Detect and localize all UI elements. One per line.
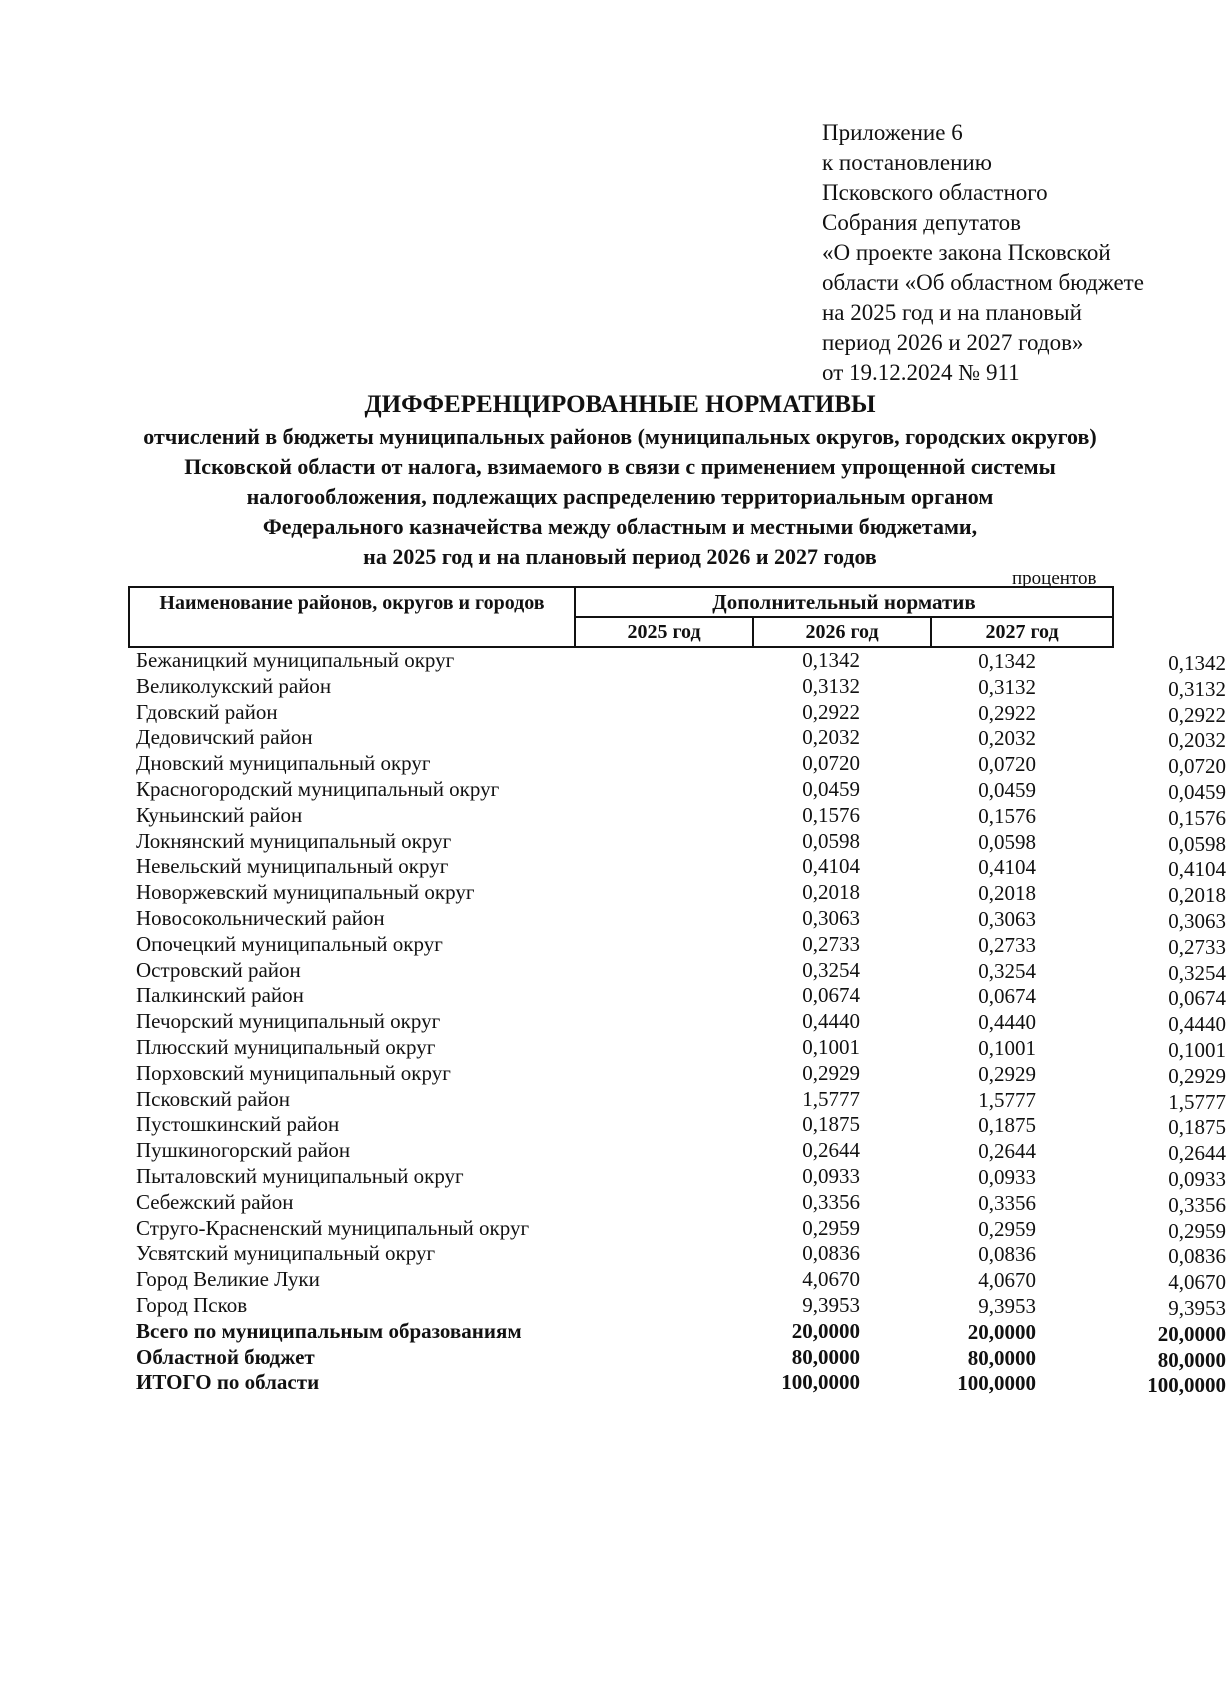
row-name: Куньинский район [136, 802, 303, 827]
row-name: ИТОГО по области [136, 1370, 320, 1395]
row-name: Областной бюджет [136, 1344, 315, 1369]
value-2026: 80,0000 [967, 1345, 1036, 1370]
value-2027: 0,2929 [1168, 1063, 1226, 1088]
value-2027: 0,4104 [1168, 857, 1226, 882]
title-line: Псковской области от налога, взимаемого в связи с применением упрощенной системы [184, 454, 1056, 479]
appendix-line: Псковского областного [822, 180, 1048, 205]
value-2025: 0,4104 [802, 854, 860, 879]
table-row [128, 1215, 1226, 1243]
value-2026: 1,5777 [978, 1087, 1036, 1112]
header-year-2027: 2027 год [985, 621, 1059, 643]
table-row [128, 1163, 1226, 1191]
appendix-line: от 19.12.2024 № 911 [822, 360, 1020, 385]
table-row [128, 648, 1226, 675]
value-2026: 0,3356 [978, 1190, 1036, 1215]
document-title [60, 388, 1180, 572]
appendix-line: на 2025 год и на плановый [822, 300, 1082, 325]
table-row [128, 1034, 1226, 1062]
total-row [128, 1318, 1226, 1346]
value-2025: 0,0933 [802, 1163, 860, 1188]
appendix-line: Собрания депутатов [822, 210, 1021, 235]
value-2026: 0,0836 [978, 1242, 1036, 1267]
table-row [128, 1138, 1226, 1166]
value-2027: 0,1875 [1168, 1115, 1226, 1140]
value-2026: 0,4440 [978, 1010, 1036, 1035]
value-2027: 0,3254 [1168, 960, 1226, 985]
value-2026: 0,3254 [978, 958, 1036, 983]
value-2025: 0,2018 [802, 880, 860, 905]
value-2025: 0,0598 [802, 828, 860, 853]
row-name: Пустошкинский район [136, 1112, 340, 1137]
value-2027: 4,0670 [1168, 1270, 1226, 1295]
value-2027: 0,0933 [1168, 1166, 1226, 1191]
header-year-2025: 2025 год [576, 618, 754, 646]
value-2027: 0,2018 [1168, 883, 1226, 908]
value-2025: 100,0000 [781, 1370, 860, 1395]
value-2025: 0,1342 [802, 648, 860, 672]
title-line: налогообложения, подлежащих распределению территориальным органом [246, 484, 994, 509]
value-2025: 0,0720 [802, 751, 860, 776]
value-2025: 0,3356 [802, 1189, 860, 1214]
row-name: Пыталовский муниципальный округ [136, 1163, 464, 1188]
value-2025: 0,2922 [802, 699, 860, 724]
table-body [128, 648, 1226, 1398]
value-2025: 0,3132 [802, 673, 860, 698]
row-name: Город Великие Луки [136, 1267, 320, 1292]
value-2025: 0,2733 [802, 931, 860, 956]
value-2025: 0,2644 [802, 1138, 860, 1163]
value-2025: 9,3953 [802, 1292, 860, 1317]
row-name: Новоржевский муниципальный округ [136, 880, 475, 905]
table-row [128, 751, 1226, 779]
value-2025: 0,3063 [802, 905, 860, 930]
title-main: ДИФФЕРЕНЦИРОВАННЫЕ НОРМАТИВЫ [364, 391, 876, 418]
table-row [128, 673, 1226, 701]
row-name: Плюсский муниципальный округ [136, 1034, 436, 1059]
appendix-block [822, 118, 1182, 388]
value-2026: 0,0598 [978, 829, 1036, 854]
value-2027: 0,2959 [1168, 1218, 1226, 1243]
value-2027: 100,0000 [1147, 1373, 1226, 1398]
table-row [128, 880, 1226, 908]
table-row [128, 905, 1226, 933]
table-header [128, 586, 1114, 648]
value-2027: 0,2922 [1168, 702, 1226, 727]
value-2026: 0,2018 [978, 881, 1036, 906]
table-row [128, 1086, 1226, 1114]
header-group: Дополнительный норматив [576, 588, 1112, 618]
row-name: Город Псков [136, 1292, 248, 1317]
row-name: Локнянский муниципальный округ [136, 828, 452, 853]
value-2026: 0,2733 [978, 932, 1036, 957]
table-row [128, 725, 1226, 753]
row-name: Дновский муниципальный округ [136, 751, 431, 776]
value-2027: 9,3953 [1168, 1295, 1226, 1320]
value-2027: 0,2733 [1168, 934, 1226, 959]
row-name: Себежский район [136, 1189, 294, 1214]
value-2027: 0,1342 [1168, 651, 1226, 675]
table-row [128, 828, 1226, 856]
table-row [128, 1189, 1226, 1217]
value-2027: 0,1001 [1168, 1037, 1226, 1062]
row-name: Красногородский муниципальный округ [136, 776, 500, 801]
row-name: Струго-Красненский муниципальный округ [136, 1215, 530, 1240]
value-2027: 0,2032 [1168, 728, 1226, 753]
row-name: Псковский район [136, 1086, 290, 1111]
value-2026: 0,2032 [978, 726, 1036, 751]
row-name: Новосокольнический район [136, 905, 385, 930]
value-2025: 0,1576 [802, 802, 860, 827]
value-2026: 0,3132 [978, 674, 1036, 699]
table-row [128, 931, 1226, 959]
header-year-2026: 2026 год [754, 618, 932, 646]
unit-label: процентов [1012, 568, 1097, 589]
value-2026: 0,2959 [978, 1216, 1036, 1241]
row-name: Пушкиногорский район [136, 1138, 351, 1163]
row-name: Островский район [136, 957, 301, 982]
value-2026: 0,0933 [978, 1164, 1036, 1189]
table-row [128, 699, 1226, 727]
title-line: отчислений в бюджеты муниципальных районов (муниципальных округов, городских округов) [143, 424, 1097, 449]
table-row [128, 1241, 1226, 1269]
table-row [128, 1292, 1226, 1320]
table-row [128, 854, 1226, 882]
value-2026: 0,2929 [978, 1061, 1036, 1086]
header-name-column: Наименование районов, округов и городов [130, 588, 576, 646]
value-2025: 0,2959 [802, 1215, 860, 1240]
value-2025: 0,2032 [802, 725, 860, 750]
value-2025: 20,0000 [791, 1318, 860, 1343]
table-row [128, 1112, 1226, 1140]
value-2026: 9,3953 [978, 1293, 1036, 1318]
value-2027: 0,1576 [1168, 805, 1226, 830]
value-2027: 0,3132 [1168, 676, 1226, 701]
value-2026: 0,1576 [978, 803, 1036, 828]
value-2025: 80,0000 [791, 1344, 860, 1369]
appendix-line: области «Об областном бюджете [822, 270, 1144, 295]
total-row [128, 1370, 1226, 1398]
appendix-line: «О проекте закона Псковской [822, 240, 1111, 265]
row-name: Великолукский район [136, 673, 332, 698]
value-2026: 0,0674 [978, 984, 1036, 1009]
table-row [128, 1267, 1226, 1295]
value-2025: 0,2929 [802, 1060, 860, 1085]
title-line: Федерального казначейства между областным и местными бюджетами, [262, 514, 978, 539]
value-2025: 0,4440 [802, 1009, 860, 1034]
appendix-line: Приложение 6 [822, 120, 963, 145]
value-2027: 0,0720 [1168, 754, 1226, 779]
value-2026: 0,3063 [978, 906, 1036, 931]
value-2025: 1,5777 [802, 1086, 860, 1111]
value-2026: 0,1875 [978, 1113, 1036, 1138]
value-2027: 0,3063 [1168, 908, 1226, 933]
value-2026: 0,0720 [978, 752, 1036, 777]
value-2026: 0,4104 [978, 855, 1036, 880]
table-row [128, 983, 1226, 1011]
value-2025: 0,3254 [802, 957, 860, 982]
value-2026: 100,0000 [957, 1371, 1036, 1396]
value-2025: 4,0670 [802, 1267, 860, 1292]
value-2026: 20,0000 [967, 1319, 1036, 1344]
value-2027: 0,2644 [1168, 1141, 1226, 1166]
value-2027: 0,0598 [1168, 831, 1226, 856]
table-row [128, 1060, 1226, 1088]
value-2026: 0,1342 [978, 649, 1036, 673]
appendix-line: период 2026 и 2027 годов» [822, 330, 1084, 355]
title-line: на 2025 год и на плановый период 2026 и 2027 годов [363, 544, 877, 569]
table-row [128, 957, 1226, 985]
row-name: Порховский муниципальный округ [136, 1060, 451, 1085]
row-name: Усвятский муниципальный округ [136, 1241, 436, 1266]
row-name: Невельский муниципальный округ [136, 854, 449, 879]
row-name: Палкинский район [136, 983, 304, 1008]
row-name: Печорский муниципальный округ [136, 1009, 441, 1034]
value-2025: 0,0459 [802, 776, 860, 801]
table-row [128, 802, 1226, 830]
appendix-line: к постановлению [822, 150, 992, 175]
value-2026: 4,0670 [978, 1268, 1036, 1293]
value-2026: 0,0459 [978, 777, 1036, 802]
table-row [128, 1009, 1226, 1037]
value-2025: 0,0674 [802, 983, 860, 1008]
value-2026: 0,2644 [978, 1139, 1036, 1164]
total-row [128, 1344, 1226, 1372]
value-2026: 0,2922 [978, 700, 1036, 725]
row-name: Всего по муниципальным образованиям [136, 1318, 522, 1343]
value-2027: 1,5777 [1168, 1089, 1226, 1114]
value-2026: 0,1001 [978, 1035, 1036, 1060]
value-2027: 0,0674 [1168, 986, 1226, 1011]
row-name: Бежаницкий муниципальный округ [136, 648, 455, 672]
value-2025: 0,0836 [802, 1241, 860, 1266]
value-2027: 80,0000 [1157, 1347, 1226, 1372]
value-2027: 20,0000 [1157, 1321, 1226, 1346]
value-2025: 0,1875 [802, 1112, 860, 1137]
value-2027: 0,0836 [1168, 1244, 1226, 1269]
row-name: Дедовичский район [136, 725, 313, 750]
value-2027: 0,0459 [1168, 779, 1226, 804]
row-name: Гдовский район [136, 699, 278, 724]
row-name: Опочецкий муниципальный округ [136, 931, 443, 956]
value-2027: 0,4440 [1168, 1012, 1226, 1037]
value-2025: 0,1001 [802, 1034, 860, 1059]
table-row [128, 776, 1226, 804]
value-2027: 0,3356 [1168, 1192, 1226, 1217]
